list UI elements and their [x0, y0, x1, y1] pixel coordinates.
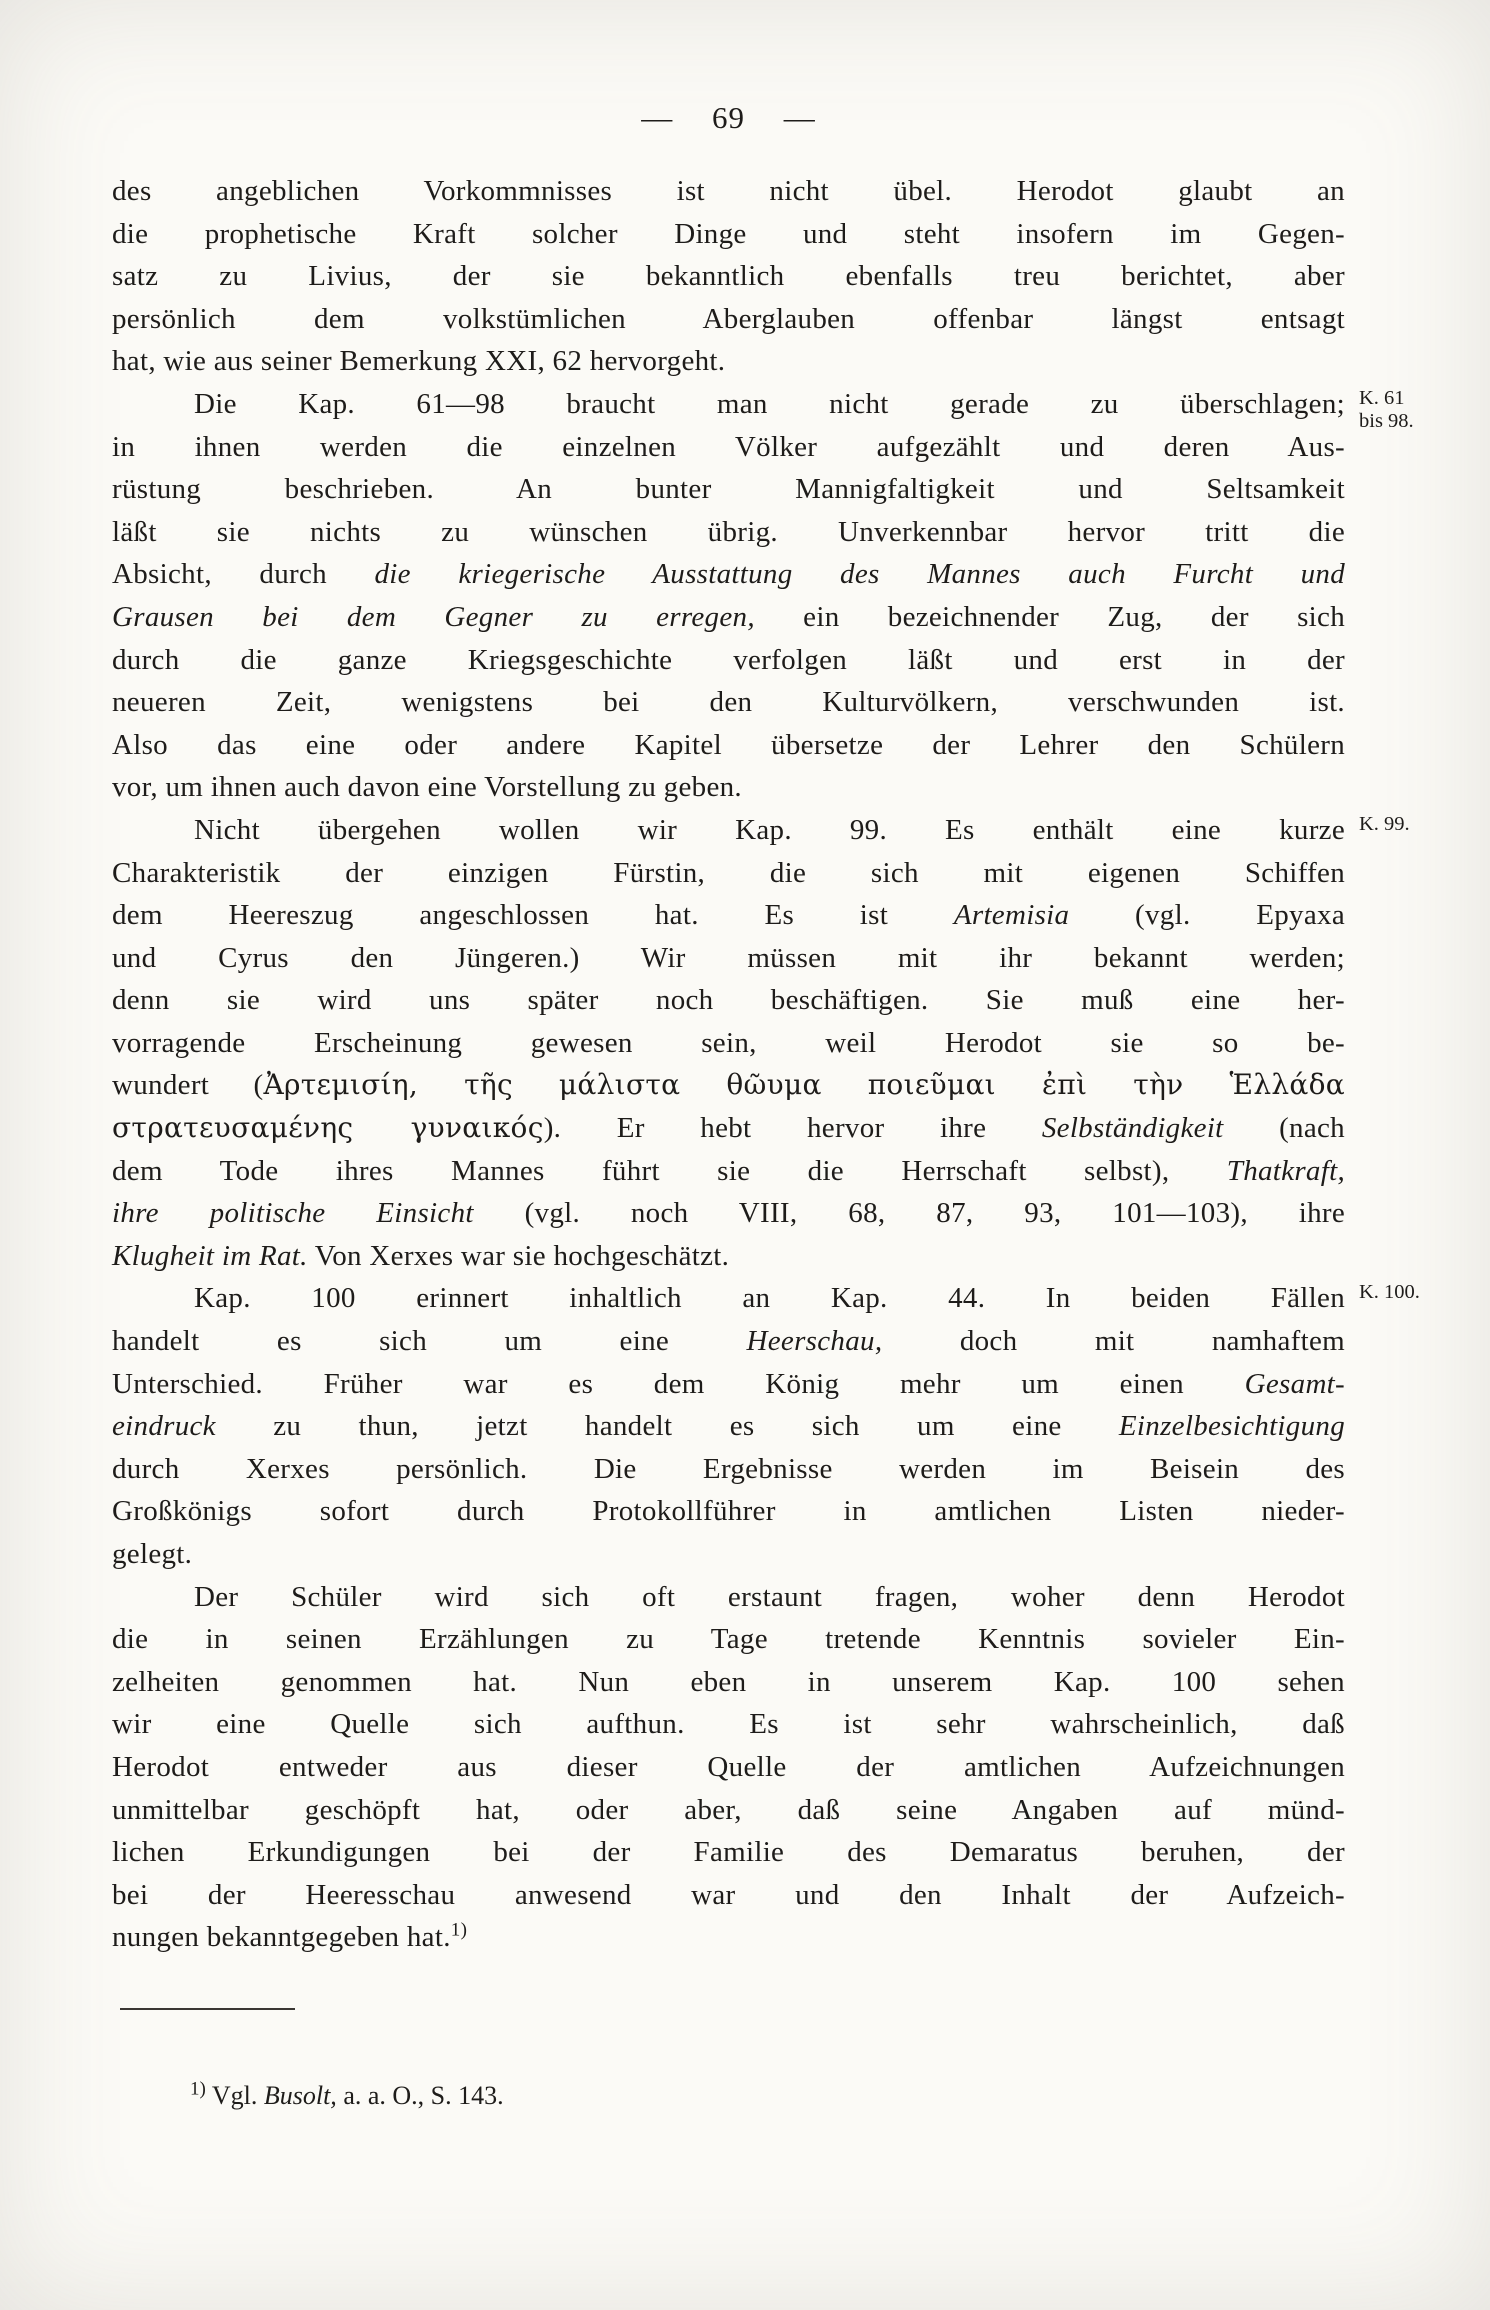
text-line	[112, 1874, 1345, 1917]
text-line	[112, 852, 1345, 895]
text-run: neueren Zeit, wenigstens bei den Kulturvölkern, verschwunden ist.	[112, 686, 1345, 719]
footnote-marker: 1)	[190, 2078, 206, 2100]
text-run: Nicht übergehen wollen wir Kap. 99. Es enthält eine kurze	[194, 813, 1345, 846]
text-line	[112, 1661, 1345, 1704]
text-line	[112, 511, 1345, 554]
text-line	[112, 383, 1414, 432]
paragraph	[112, 809, 1410, 1278]
text-run: und Cyrus den Jüngeren.) Wir müssen mit ihr bekannt werden;	[112, 941, 1345, 974]
text-run: Der Schüler wird sich oft erstaunt fragen, woher denn Herodot	[194, 1580, 1345, 1613]
text-line	[112, 1192, 1345, 1235]
text-line	[112, 1064, 1345, 1107]
footnote-marker: 1)	[450, 1919, 468, 1941]
text-run: Unterschied. Früher war es dem König mehr um einen	[112, 1367, 1245, 1400]
margin-note-line: K. 100.	[1359, 1281, 1420, 1304]
page-number: — 69 —	[641, 100, 816, 135]
italic-text-run: Gesamt-	[1244, 1367, 1345, 1400]
text-run: denn sie wird uns später noch beschäftigen. Sie muß eine her-	[112, 984, 1345, 1017]
text-run: in ihnen werden die einzelnen Völker aufgezählt und deren Aus-	[112, 430, 1345, 463]
text-run: lichen Erkundigungen bei der Familie des Demaratus beruhen, der	[112, 1836, 1345, 1869]
text-body	[112, 170, 1420, 1959]
text-run: bei der Heeresschau anwesend war und den Inhalt der Aufzeich-	[112, 1878, 1345, 1911]
text-line	[112, 1320, 1345, 1363]
text-run: Kap. 100 erinnert inhaltlich an Kap. 44. In beiden Fällen	[194, 1282, 1345, 1315]
text-line	[112, 255, 1345, 298]
text-run: a. a. O., S. 143.	[336, 2081, 504, 2110]
text-line	[112, 340, 1345, 383]
italic-text-run: Selbständigkeit	[1041, 1112, 1224, 1145]
text-run: wundert (	[112, 1069, 264, 1102]
text-line	[112, 170, 1345, 213]
text-line	[112, 1916, 1345, 1959]
italic-text-run: Busolt,	[263, 2081, 337, 2110]
text-run: rüstung beschrieben. An bunter Mannigfaltigkeit und Seltsamkeit	[112, 473, 1345, 506]
text-line	[112, 937, 1345, 980]
text-run: dem Tode ihres Mannes führt sie die Herrschaft selbst),	[112, 1154, 1227, 1187]
footnote-text	[112, 2078, 1345, 2114]
paragraph	[112, 170, 1345, 383]
italic-text-run: eindruck	[112, 1410, 216, 1443]
text-line	[112, 894, 1345, 937]
text-run: wir eine Quelle sich aufthun. Es ist sehr wahrscheinlich, daß	[112, 1708, 1345, 1741]
greek-text-run: στρατευσαμένης γυναικός	[112, 1111, 544, 1145]
text-run: (nach	[1223, 1112, 1345, 1145]
italic-text-run: Grausen bei dem Gegner zu erregen,	[112, 600, 755, 633]
text-run: doch mit namhaftem	[882, 1325, 1345, 1358]
text-line	[112, 298, 1345, 341]
paragraph	[112, 1277, 1420, 1575]
text-run: läßt sie nichts zu wünschen übrig. Unverkennbar hervor tritt die	[112, 515, 1345, 548]
text-run: Herodot entweder aus dieser Quelle der amtlichen Aufzeichnungen	[112, 1750, 1345, 1783]
text-run: vor, um ihnen auch davon eine Vorstellung zu geben.	[112, 771, 742, 804]
text-line	[112, 426, 1345, 469]
text-run: Die Kap. 61—98 braucht man nicht gerade zu überschlagen;	[194, 387, 1345, 420]
paragraph	[112, 1576, 1345, 1959]
text-run: ein bezeichnender Zug, der sich	[754, 600, 1345, 633]
text-line	[112, 1576, 1345, 1619]
text-line	[112, 1150, 1345, 1193]
text-line	[112, 1490, 1345, 1533]
text-line	[112, 809, 1410, 852]
paragraph	[112, 383, 1414, 809]
text-run: die prophetische Kraft solcher Dinge und steht insofern im Gegen-	[112, 217, 1345, 250]
text-run: unmittelbar geschöpft hat, oder aber, daß seine Angaben auf münd-	[112, 1793, 1345, 1826]
footnote	[112, 2078, 1345, 2114]
text-run: zu thun, jetzt handelt es sich um eine	[215, 1410, 1119, 1443]
text-run: zelheiten genommen hat. Nun eben in unserem Kap. 100 sehen	[112, 1665, 1345, 1698]
text-line	[112, 979, 1345, 1022]
text-line	[112, 1831, 1345, 1874]
margin-note	[1359, 387, 1477, 433]
text-line	[112, 1022, 1345, 1065]
text-line	[112, 553, 1345, 596]
text-line	[112, 1277, 1420, 1320]
text-line	[112, 1405, 1345, 1448]
text-run: Von Xerxes war sie hochgeschätzt.	[307, 1239, 730, 1272]
text-run: dem Heereszug angeschlossen hat. Es ist	[112, 899, 954, 932]
text-line	[112, 213, 1345, 256]
italic-text-run: Thatkraft,	[1226, 1154, 1345, 1187]
text-line	[112, 724, 1345, 767]
text-line	[112, 1533, 1345, 1576]
text-line	[112, 468, 1345, 511]
italic-text-run: Artemisia	[953, 899, 1070, 932]
text-run: (vgl. Epyaxa	[1069, 899, 1346, 932]
text-run: Großkönigs sofort durch Protokollführer in amtlichen Listen nieder-	[112, 1495, 1345, 1528]
text-run: (vgl. noch VIII, 68, 87, 93, 101—103), ihre	[473, 1197, 1346, 1230]
text-run: handelt es sich um eine	[112, 1325, 747, 1358]
text-line	[112, 1618, 1345, 1661]
text-run: Also das eine oder andere Kapitel übersetze der Lehrer den Schülern	[112, 728, 1345, 761]
italic-text-run: die kriegerische Ausstattung des Mannes auch Furcht und	[374, 558, 1345, 591]
text-run: des angeblichen Vorkommnisses ist nicht übel. Herodot glaubt an	[112, 175, 1345, 207]
text-run: satz zu Livius, der sie bekanntlich ebenfalls treu berichtet, aber	[112, 260, 1345, 293]
text-line	[112, 596, 1345, 639]
margin-note	[1359, 1281, 1477, 1304]
text-run: Absicht, durch	[112, 558, 375, 591]
margin-note-line: K. 99.	[1359, 812, 1410, 835]
text-run: durch Xerxes persönlich. Die Ergebnisse werden im Beisein des	[112, 1452, 1345, 1485]
text-run: ). Er hebt hervor ihre	[543, 1112, 1042, 1145]
greek-text-run: Ἀρτεμισίη, τῆς μάλιστα θῶυμα ποιεῦμαι ἐπὶ τὴν Ἑλλάδα	[263, 1068, 1345, 1102]
text-run: hat, wie aus seiner Bemerkung XXI, 62 hervorgeht.	[112, 345, 726, 378]
text-line	[112, 766, 1345, 809]
text-line	[112, 1789, 1345, 1832]
italic-text-run: ihre politische Einsicht	[112, 1197, 474, 1230]
text-run: Charakteristik der einzigen Fürstin, die sich mit eigenen Schiffen	[112, 856, 1345, 889]
text-run: vorragende Erscheinung gewesen sein, weil Herodot sie so be-	[112, 1026, 1345, 1059]
text-line	[112, 639, 1345, 682]
margin-note-line: K. 61	[1359, 386, 1405, 409]
text-line	[112, 1107, 1345, 1150]
text-line	[112, 1703, 1345, 1746]
text-run: die in seinen Erzählungen zu Tage tretende Kenntnis sovieler Ein-	[112, 1623, 1345, 1656]
italic-text-run: Einzelbesichtigung	[1118, 1410, 1345, 1443]
margin-note-line: bis 98.	[1359, 409, 1414, 432]
italic-text-run: Klugheit im Rat.	[112, 1239, 308, 1272]
italic-text-run: Heerschau,	[746, 1325, 883, 1358]
text-line	[112, 1746, 1345, 1789]
text-line	[112, 1363, 1345, 1406]
margin-note	[1359, 813, 1477, 836]
text-run: persönlich dem volkstümlichen Aberglauben offenbar längst entsagt	[112, 302, 1345, 335]
text-run: nungen bekanntgegeben hat.	[112, 1921, 451, 1954]
text-run: Vgl.	[205, 2081, 264, 2110]
text-run: durch die ganze Kriegsgeschichte verfolgen läßt und erst in der	[112, 643, 1345, 676]
footnote-separator	[120, 2008, 295, 2010]
text-line	[112, 1448, 1345, 1491]
text-run: gelegt.	[112, 1538, 193, 1570]
text-line	[112, 681, 1345, 724]
text-line	[112, 1235, 1345, 1278]
